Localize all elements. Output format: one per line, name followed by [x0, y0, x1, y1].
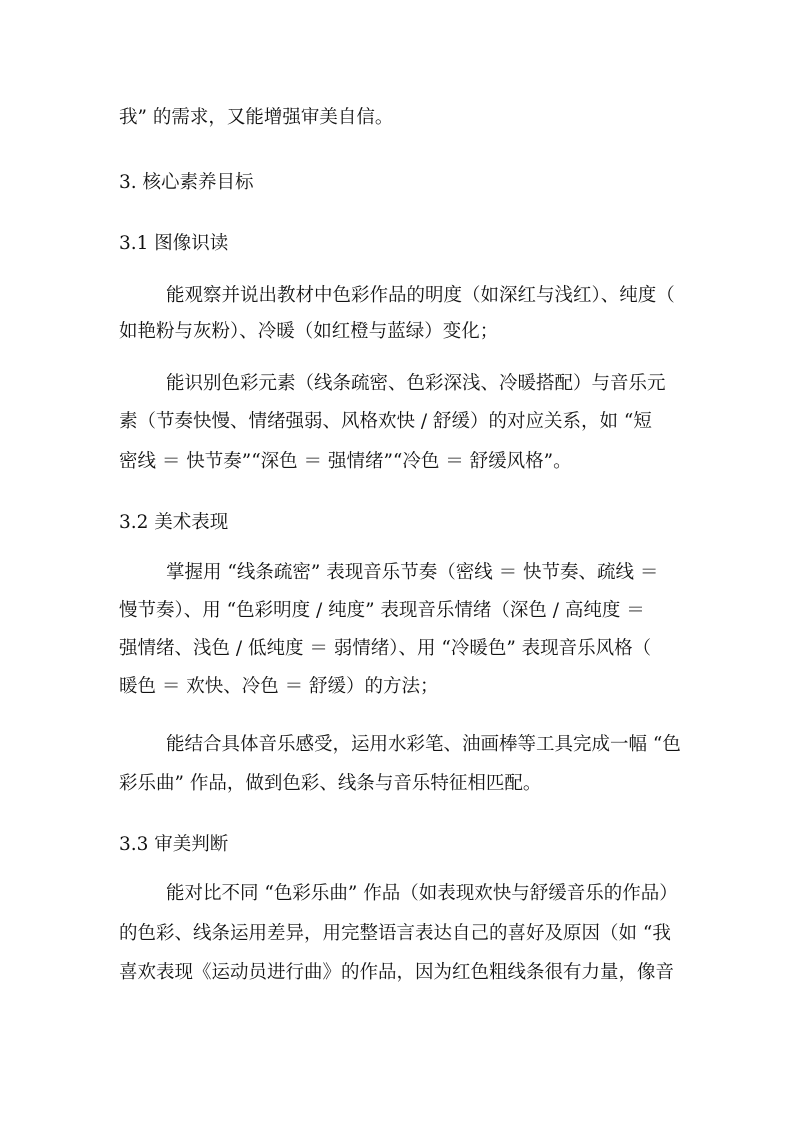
- section-3-heading: 3. 核心素养目标: [119, 172, 254, 193]
- intro-tail-text: 我” 的需求，又能增强审美自信。: [119, 107, 394, 128]
- s32-p1-line-3: 强情绪、浅色 / 低纯度 ＝ 弱情绪）、用 “冷暖色” 表现音乐风格（: [119, 638, 652, 659]
- section-3-3-heading: 3.3 审美判断: [119, 834, 229, 855]
- s31-p1-line-2: 如艳粉与灰粉）、冷暖（如红橙与蓝绿）变化；: [119, 321, 499, 342]
- s31-p2-line-2: 素（节奏快慢、情绪强弱、风格欢快 / 舒缓）的对应关系，如 “短: [119, 411, 652, 432]
- s31-p2-line-1: 能识别色彩元素（线条疏密、色彩深浅、冷暖搭配）与音乐元: [119, 373, 666, 394]
- section-3-1-heading: 3.1 图像识读: [119, 233, 229, 254]
- s32-p1-line-4: 暖色 ＝ 欢快、冷色 ＝ 舒缓）的方法；: [119, 676, 439, 697]
- s32-p2-line-2: 彩乐曲” 作品，做到色彩、线条与音乐特征相匹配。: [119, 773, 542, 794]
- s33-p1-line-2: 的色彩、线条运用差异，用完整语言表达自己的喜好及原因（如 “我: [119, 923, 671, 944]
- s31-p1-line-1: 能观察并说出教材中色彩作品的明度（如深红与浅红）、纯度（: [119, 285, 675, 306]
- s32-p2-line-1: 能结合具体音乐感受，运用水彩笔、油画棒等工具完成一幅 “色: [119, 734, 681, 755]
- s33-p1-line-3: 喜欢表现《运动员进行曲》的作品，因为红色粗线条很有力量，像音: [119, 962, 675, 983]
- s32-p1-line-1: 掌握用 “线条疏密” 表现音乐节奏（密线 ＝ 快节奏、疏线 ＝: [119, 562, 659, 583]
- s32-p1-line-2: 慢节奏）、用 “色彩明度 / 纯度” 表现音乐情绪（深色 / 高纯度 ＝: [119, 600, 645, 621]
- s33-p1-line-1: 能对比不同 “色彩乐曲” 作品（如表现欢快与舒缓音乐的作品）: [119, 883, 678, 904]
- s31-p2-line-3: 密线 ＝ 快节奏”“深色 ＝ 强情绪”“冷色 ＝ 舒缓风格”。: [119, 451, 572, 472]
- section-3-2-heading: 3.2 美术表现: [119, 512, 229, 533]
